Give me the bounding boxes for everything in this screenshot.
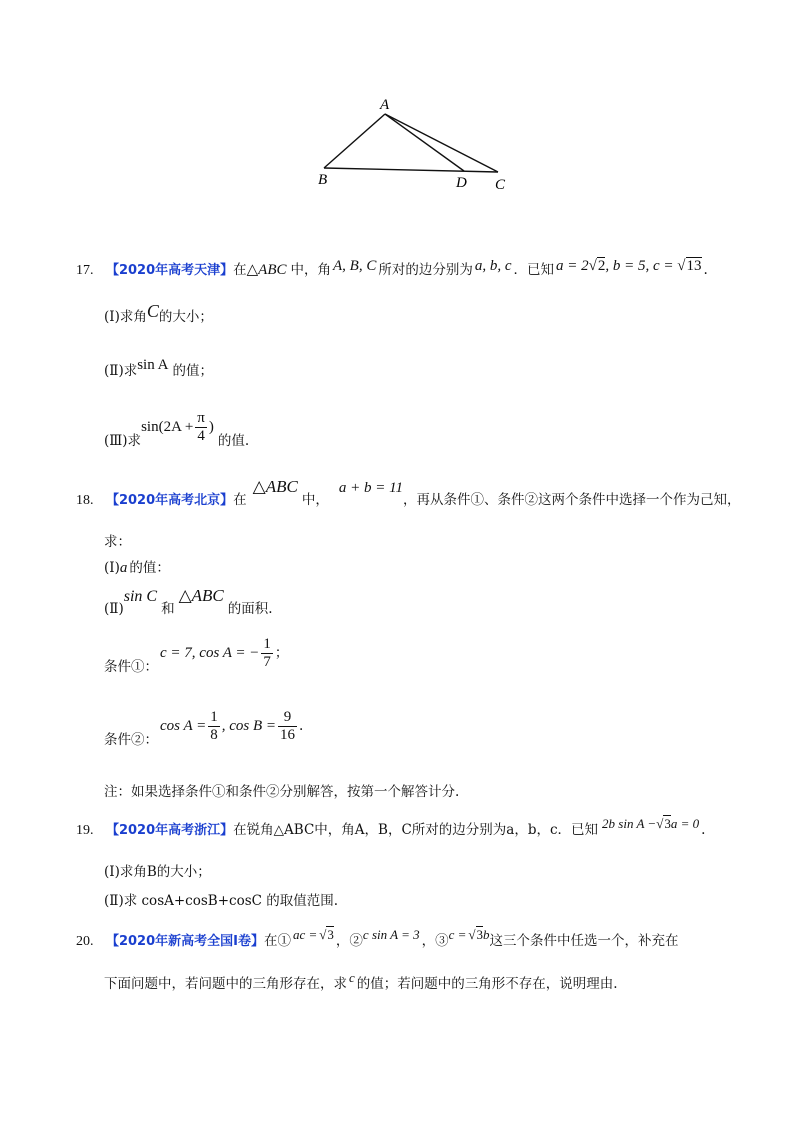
question-17-line1: 17. 【2020年高考天津】在△ABC 中，角 A, B, C 所对的边分别为 a, b, c ．已知 a = 2√2, b = 5, c = √13 .: [76, 258, 708, 278]
source-tag: 【2020年新高考全国Ⅰ卷】: [105, 934, 264, 949]
vertex-label-a: A: [380, 97, 390, 113]
side-bc: [324, 168, 498, 172]
question-19-part2: (Ⅱ)求 cosA+cosB+cosC 的取值范围.: [104, 893, 339, 909]
question-20-line1: 20. 【2020年新高考全国Ⅰ卷】在① ac = √3 ，②c sin A = 3 ，③c = √3b这三个条件中任选一个，补充在: [76, 927, 679, 949]
question-18-condition2: 条件②：cos A = $\frac{1}{8}$ , cos B = $\frac{9}{16}$ .: [104, 709, 304, 748]
question-number: 20.: [76, 934, 94, 949]
triangle-figure: [300, 92, 530, 202]
source-tag: 【2020年高考浙江】: [105, 823, 234, 838]
question-20-line2: 下面问题中，若问题中的三角形存在，求 c 的值；若问题中的三角形不存在，说明理由.: [104, 970, 618, 992]
side-ac: [385, 114, 498, 172]
question-18-part1: (Ⅰ)a 的值：: [104, 560, 170, 576]
question-17-part2: (Ⅱ)求sin A 的值；: [104, 357, 213, 379]
question-number: 19.: [76, 823, 94, 838]
question-number: 18.: [76, 493, 94, 508]
question-18-line2: 求：: [104, 534, 131, 550]
side-ab: [324, 114, 385, 168]
question-17-part1: (Ⅰ)求角C的大小；: [104, 301, 213, 325]
segment-ad: [385, 114, 464, 171]
vertex-label-b: B: [318, 172, 328, 188]
question-number: 17.: [76, 263, 94, 278]
question-18-line1: 18. 【2020年高考北京】在△ABC中，a + b = 11，再从条件①、条件②这两个条件中选择一个作为己知，: [76, 477, 741, 508]
question-17-part3: (Ⅲ)求sin(2A + $\frac{\pi}{4}$ )的值.: [104, 410, 250, 449]
question-19-part1: (Ⅰ)求角B的大小；: [104, 864, 211, 880]
point-label-d: D: [456, 175, 467, 191]
vertex-label-c: C: [495, 177, 506, 193]
question-18-condition1: 条件①：c = 7, cos A = − $\frac{1}{7}$ ；: [104, 636, 289, 675]
source-tag: 【2020年高考天津】: [105, 263, 234, 278]
question-18-note: 注：如果选择条件①和条件②分别解答，按第一个解答计分.: [104, 784, 460, 800]
question-18-part2: (Ⅱ)sin C和△ABC的面积.: [104, 586, 273, 617]
source-tag: 【2020年高考北京】: [105, 493, 234, 508]
question-19-line1: 19. 【2020年高考浙江】在锐角△ABC中，角A，B，C所对的边分别为a，b，c．已知 2b sin A −√3a = 0 .: [76, 816, 706, 838]
